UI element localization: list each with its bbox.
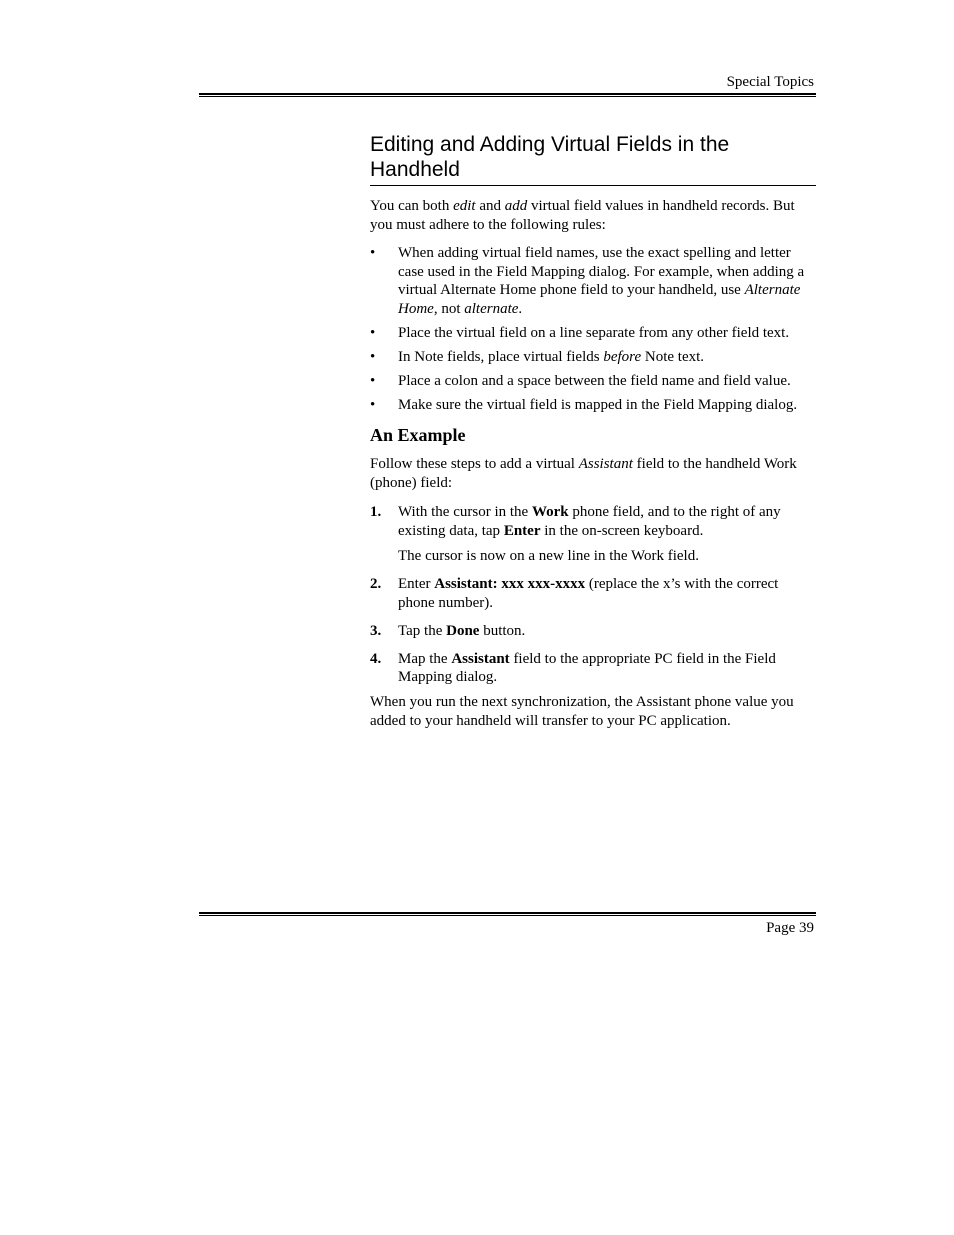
text-run: When adding virtual field names, use the exact spelling and letter case used in the Field Mapping dialog. For example, when adding a virtual Alternate Home phone field to your handheld, use xyxy=(398,245,805,298)
rules-list xyxy=(370,244,816,414)
step-item xyxy=(370,650,816,687)
list-item xyxy=(370,324,816,343)
step-number: 1. xyxy=(370,504,382,520)
text-run: . xyxy=(518,300,523,317)
bullet-icon: • xyxy=(370,245,376,261)
step-number: 4. xyxy=(370,650,382,667)
step-text xyxy=(398,503,816,540)
step-text xyxy=(398,650,816,687)
emphasis-assistant: Assistant xyxy=(578,456,633,472)
header-rule xyxy=(199,93,816,97)
step-text xyxy=(398,622,816,641)
text-run: Place a colon and a space between the field name and field value. xyxy=(398,372,791,389)
page-number: Page 39 xyxy=(766,920,814,936)
text-run: Tap the xyxy=(398,622,447,639)
text-run: You can both xyxy=(370,198,454,214)
text-run: , not xyxy=(433,300,465,317)
list-item xyxy=(370,244,816,318)
page-content xyxy=(370,132,816,730)
step-number: 3. xyxy=(370,622,382,639)
ui-term: Assistant xyxy=(451,650,510,667)
step-item xyxy=(370,575,816,612)
text-run: Place the virtual field on a line separate from any other field text. xyxy=(398,324,790,341)
footer-rule xyxy=(199,912,816,916)
text-run: button. xyxy=(479,622,526,639)
section-title: Editing and Adding Virtual Fields in the Handheld xyxy=(370,132,816,186)
step-text xyxy=(398,575,816,612)
emphasis: before xyxy=(603,348,642,365)
text-run: and xyxy=(475,198,505,214)
emphasis: alternate xyxy=(464,300,519,317)
emphasis: Alternate Home xyxy=(398,282,801,317)
step-note: The cursor is now on a new line in the Work field. xyxy=(398,548,699,564)
text-run: phone field, and to the right of any existing data, tap xyxy=(398,504,781,539)
ui-term: Done xyxy=(446,622,480,639)
text-run: Follow these steps to add a virtual xyxy=(370,456,579,472)
intro-paragraph xyxy=(370,197,816,234)
example-lead-paragraph xyxy=(370,455,816,492)
emphasis-edit: edit xyxy=(453,198,476,214)
bullet-icon: • xyxy=(370,396,376,413)
list-item xyxy=(370,372,816,391)
text-run: (replace the x’s with the correct phone number). xyxy=(398,576,779,611)
bullet-icon: • xyxy=(370,372,376,389)
text-run: Note text. xyxy=(641,348,705,365)
steps-list xyxy=(370,503,816,687)
list-item xyxy=(370,396,816,415)
text-run: Make sure the virtual field is mapped in the Field Mapping dialog. xyxy=(398,396,798,413)
text-run: field to the appropriate PC field in the Field Mapping dialog. xyxy=(398,650,776,685)
bullet-icon: • xyxy=(370,324,376,341)
example-heading: An Example xyxy=(370,425,466,445)
running-header: Special Topics xyxy=(726,74,814,90)
text-run: With the cursor in the xyxy=(398,504,532,520)
text-run: virtual field values in handheld records. But you must adhere to the following rules: xyxy=(370,198,795,233)
ui-term: Assistant: xxx xxx-xxxx xyxy=(434,576,586,592)
text-run: in the on-screen keyboard. xyxy=(540,522,704,539)
emphasis-add: add xyxy=(504,198,528,214)
text-run: Enter xyxy=(398,576,435,592)
text-run: Map the xyxy=(398,650,452,667)
ui-term: Work xyxy=(531,504,569,520)
list-item xyxy=(370,348,816,367)
text-run: In Note fields, place virtual fields xyxy=(398,348,604,365)
step-number: 2. xyxy=(370,576,382,592)
ui-term: Enter xyxy=(503,522,541,539)
text-run: field to the handheld Work (phone) field: xyxy=(370,456,797,491)
closing-paragraph: When you run the next synchronization, the Assistant phone value you added to your handheld will transfer to your PC application. xyxy=(370,694,794,729)
step-item xyxy=(370,503,816,566)
bullet-icon: • xyxy=(370,348,376,365)
step-item xyxy=(370,622,816,641)
